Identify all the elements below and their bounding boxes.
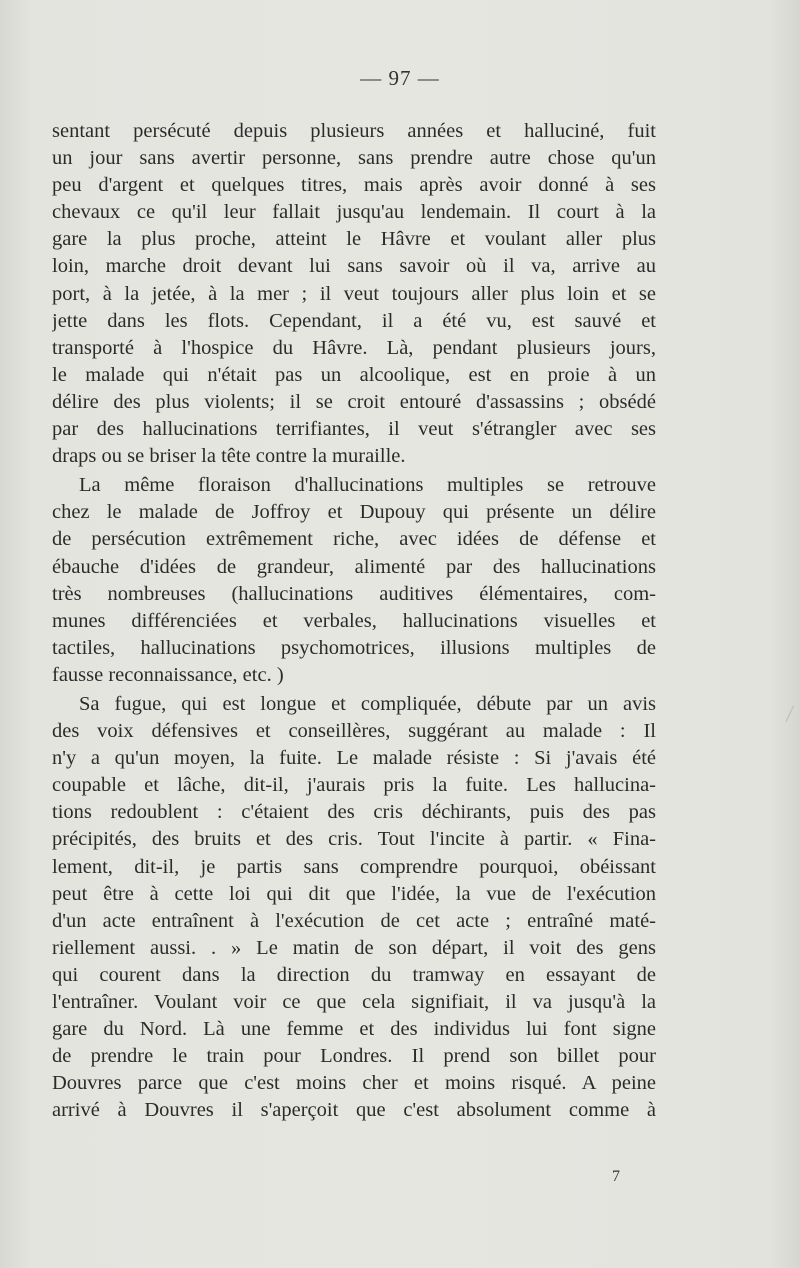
text-line: précipités, des bruits et des cris. Tout l'incite à partir. « Fina- bbox=[52, 828, 656, 851]
text-line: La même floraison d'hallucinations multiples se retrouve bbox=[79, 474, 656, 497]
signature-mark: 7 bbox=[612, 1168, 620, 1185]
text-line: peut être à cette loi qui dit que l'idée, la vue de l'exécution bbox=[52, 882, 656, 905]
text-line: de prendre le train pour Londres. Il prend son billet pour bbox=[52, 1045, 656, 1068]
text-line: chez le malade de Joffroy et Dupouy qui présente un délire bbox=[52, 501, 656, 524]
text-line: chevaux ce qu'il leur fallait jusqu'au lendemain. Il court à la bbox=[52, 201, 656, 224]
text-line: tions redoublent : c'étaient des cris déchirants, puis des pas bbox=[52, 801, 656, 824]
text-line: lement, dit-il, je partis sans comprendre pourquoi, obéissant bbox=[52, 855, 656, 878]
text-line: d'un acte entraînent à l'exécution de cet acte ; entraîné maté- bbox=[52, 909, 656, 932]
text-line: Sa fugue, qui est longue et compliquée, débute par un avis bbox=[79, 692, 656, 715]
text-line: riellement aussi. . » Le matin de son départ, il voit des gens bbox=[52, 936, 656, 959]
body-text bbox=[52, 118, 656, 1124]
text-line: draps ou se briser la tête contre la muraille. bbox=[52, 445, 406, 468]
text-line: délire des plus violents; il se croit entouré d'assassins ; obsédé bbox=[52, 390, 656, 413]
text-line: le malade qui n'était pas un alcoolique, est en proie à un bbox=[52, 363, 656, 386]
text-line: coupable et lâche, dit-il, j'aurais pris la fuite. Les hallucina- bbox=[52, 774, 656, 797]
text-line: transporté à l'hospice du Hâvre. Là, pendant plusieurs jours, bbox=[52, 336, 656, 359]
text-line: loin, marche droit devant lui sans savoir où il va, arrive au bbox=[52, 255, 656, 278]
text-line: l'entraîner. Voulant voir ce que cela signifiait, il va jusqu'à la bbox=[52, 991, 656, 1013]
text-line: gare du Nord. Là une femme et des individus lui font signe bbox=[52, 1018, 656, 1041]
text-line: gare la plus proche, atteint le Hâvre et voulant aller plus bbox=[52, 228, 656, 251]
paper-mark bbox=[786, 705, 800, 724]
text-line: de persécution extrêmement riche, avec idées de défense et bbox=[52, 528, 656, 551]
text-line: qui courent dans la direction du tramway en essayant de bbox=[52, 963, 656, 986]
paragraph bbox=[52, 118, 656, 470]
text-line: ébauche d'idées de grandeur, alimenté par des hallucinations bbox=[52, 555, 656, 578]
text-line: jette dans les flots. Cependant, il a été vu, est sauvé et bbox=[52, 309, 656, 332]
text-line: fausse reconnaissance, etc. ) bbox=[52, 663, 284, 686]
text-line: n'y a qu'un moyen, la fuite. Le malade résiste : Si j'avais été bbox=[52, 747, 656, 770]
paragraph bbox=[52, 691, 656, 1125]
text-line: un jour sans avertir personne, sans prendre autre chose qu'un bbox=[52, 147, 656, 170]
text-line: port, à la jetée, à la mer ; il veut toujours aller plus loin et se bbox=[52, 282, 656, 305]
text-line: sentant persécuté depuis plusieurs années et halluciné, fuit bbox=[52, 120, 656, 142]
paragraph bbox=[52, 472, 656, 689]
text-line: tactiles, hallucinations psychomotrices, illusions multiples de bbox=[52, 636, 656, 659]
text-line: par des hallucinations terrifiantes, il veut s'étrangler avec ses bbox=[52, 418, 656, 441]
text-line: très nombreuses (hallucinations auditives élémentaires, com- bbox=[52, 582, 656, 605]
text-line: Douvres parce que c'est moins cher et moins risqué. A peine bbox=[52, 1072, 656, 1095]
text-line: des voix défensives et conseillères, suggérant au malade : Il bbox=[52, 720, 656, 743]
text-line: arrivé à Douvres il s'aperçoit que c'est absolument comme à bbox=[52, 1099, 656, 1122]
text-line: munes différenciées et verbales, hallucinations visuelles et bbox=[52, 609, 656, 632]
page-number: — 97 — bbox=[360, 66, 440, 90]
text-line: peu d'argent et quelques titres, mais après avoir donné à ses bbox=[52, 174, 656, 197]
